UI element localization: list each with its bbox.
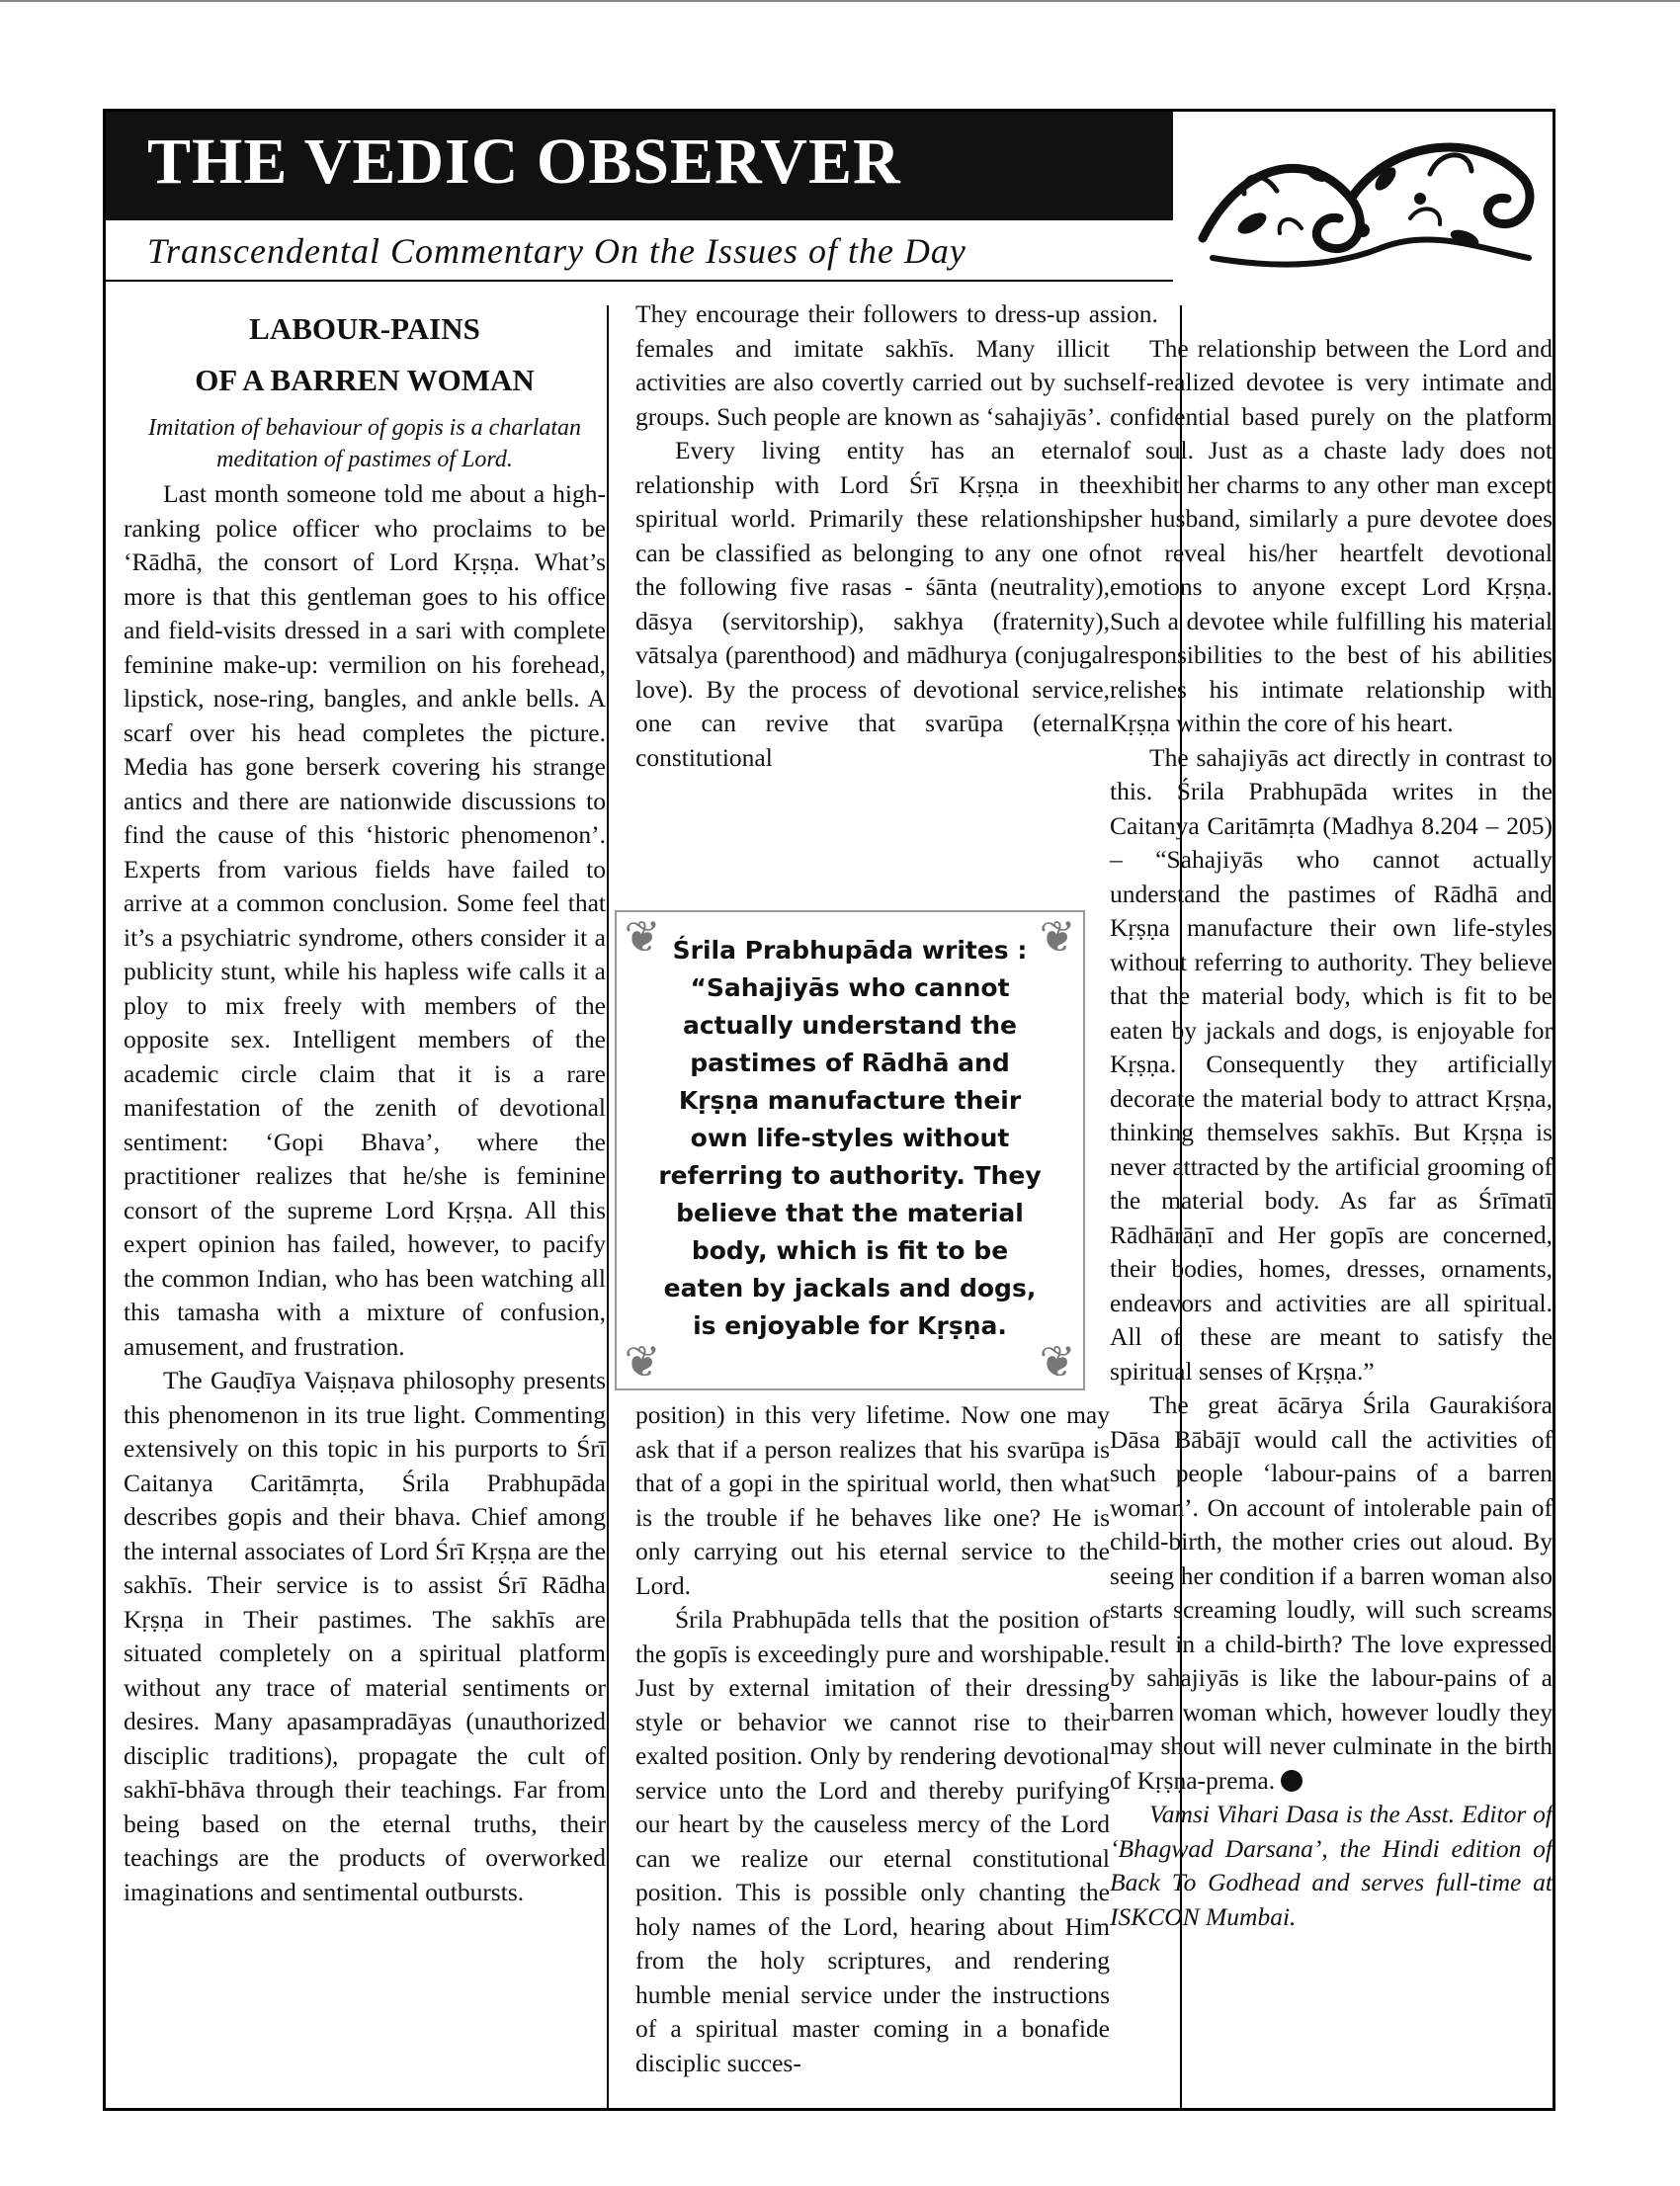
floral-ornament-icon <box>1183 120 1549 276</box>
masthead-bar <box>106 112 1173 220</box>
masthead-subtitle-text: Transcendental Commentary On the Issues of the Day <box>147 231 966 271</box>
column-2-bottom <box>635 1398 1110 2080</box>
paragraph: The sahajiyās act directly in contrast to this. Śrila Prabhupāda writes in the Caitanya Caritāmṛta (Madhya 8.204 – 205) – “Sahajiyās who cannot actually understand the pastimes of Rādhā and Kṛṣṇa manufacture their own life-styles without referring to authority. They believe that the material body, which is fit to be eaten by jackals and dogs, is enjoyable for Kṛṣṇa. Consequently they artificially decorate the material body to attract Kṛṣṇa, thinking themselves sakhīs. But Kṛṣṇa is never attracted by the artificial grooming of the material body. As far as Śrīmatī Rādhārāṇī and Her gopīs are concerned, their bodies, homes, dresses, ornaments, endeavors and activities are all spiritual. All of these are meant to satisfy the spiritual senses of Kṛṣṇa.” <box>1110 742 1553 1386</box>
paragraph-final-text: The great ācārya Śrila Gaurakiśora Dāsa Bābājī would call the activities of such people ‘labour-pains of a barren woman’. On account of intolerable pain of child-birth, the mother cries out aloud. By seeing her condition if a barren woman also starts screaming loudly, will such screams result in a child-birth? The love expressed by sahajiyās is like the labour-pains of a barren woman which, however loudly they may shout will never culminate in the birth of Kṛṣṇa-prema. <box>1110 1390 1553 1795</box>
pull-quote <box>615 910 1085 1390</box>
paragraph: Last month someone told me about a high-ranking police officer who proclaims to be ‘Rādhā, the consort of Lord Kṛṣṇa. What’s more is that this gentleman goes to his office and field-visits dressed in a sari with complete feminine make-up: vermilion on his forehead, lipstick, nose-ring, bangles, and ankle bells. A scarf over his head completes the picture. Media has gone berserk covering his strange antics and there are nationwide discussions to find the cause of this ‘historic phenomenon’. Experts from various fields have failed to arrive at a common conclusion. Some feel that it’s a psychiatric syndrome, others consider it a publicity stunt, while his hapless wife calls it a ploy to mix freely with members of the opposite sex. Intelligent members of the academic circle claim that it is a rare manifestation of the zenith of devotional sentiment: ‘Gopi Bhava’, where the practitioner realizes that he/she is feminine consort of the supreme Lord Kṛṣṇa. All this expert opinion has failed, however, to pacify the common Indian, who has been watching all this tamasha with a mixture of confusion, amusement, and frustration. <box>124 479 606 1361</box>
column-2-top <box>635 297 1110 775</box>
column-3 <box>1110 297 1553 1934</box>
article-title-line-2: OF A BARREN WOMAN <box>195 363 535 397</box>
author-bio: Vamsi Vihari Dasa is the Asst. Editor of ‘Bhagwad Darsana’, the Hindi edition of Back To Godhead and serves full-time at ISKCON Mumbai. <box>1110 1800 1553 1931</box>
article-deck: Imitation of behaviour of gopis is a charlatan meditation of pastimes of Lord. <box>148 415 581 472</box>
article-title-line-1: LABOUR-PAINS <box>249 311 480 346</box>
column-2 <box>607 299 1182 2110</box>
masthead-title: THE VEDIC OBSERVER <box>147 126 901 198</box>
ornament-corner-icon: ❦ <box>1039 913 1076 962</box>
article-title <box>124 297 606 406</box>
column-1 <box>124 297 606 1909</box>
article-frame <box>103 109 1555 2111</box>
paragraph-final <box>1110 1388 1553 1798</box>
magazine-page <box>0 2 1680 2186</box>
pull-quote-text: Śrila Prabhupāda writes : “Sahajiyās who cannot actually understand the pastimes of Rādhā and Kṛṣṇa manufacture their own life-styles without referring to authority. They believe that the material body, which is fit to be eaten by jackals and dogs, is enjoyable for Kṛṣṇa. <box>658 936 1042 1340</box>
paragraph: The Gauḍīya Vaiṣṇava philosophy presents this phenomenon in its true light. Commenting extensively on this topic in his purports to Śrī Caitanya Caritāmṛta, Śrila Prabhupāda describes gopis and their bhava. Chief among the internal associates of Lord Śrī Kṛṣṇa are the sakhīs. Their service is to assist Śrī Rādha Kṛṣṇa in Their pastimes. The sakhīs are situated completely on a spiritual platform without any trace of material sentiments or desires. Many apasampradāyas (unauthorized disciplic traditions), propagate the cult of sakhī-bhāva through their teachings. Far from being based on the eternal truths, their teachings are the products of overworked imaginations and sentimental outbursts. <box>124 1366 606 1906</box>
end-mark-icon <box>1281 1770 1302 1792</box>
paragraph: Every living entity has an eternal relationship with Lord Śrī Kṛṣṇa in the spiritual world. Primarily these relationships can be classified as belonging to any one of the following five rasas - śānta (neutrality), dāsya (servitorship), sakhya (fraternity), vātsalya (parenthood) and mādhurya (conjugal love). By the process of devotional service, one can revive that svarūpa (eternal constitutional <box>635 436 1110 772</box>
ornament-corner-icon: ❦ <box>1039 1338 1076 1387</box>
ornament-corner-icon: ❦ <box>624 913 661 962</box>
paragraph: The relationship between the Lord and self-realized devotee is very intimate and confidential based purely on the platform of soul. Just as a chaste lady does not exhibit her charms to any other man except her husband, similarly a pure devotee does not reveal his/her heartfelt devotional emotions to anyone except Lord Kṛṣṇa. Such a devotee while fulfilling his material responsibilities to the best of his abilities relishes his intimate relationship with Kṛṣṇa within the core of his heart. <box>1110 333 1553 737</box>
masthead-subtitle <box>106 220 1173 282</box>
paragraph: They encourage their followers to dress-up as females and imitate sakhīs. Many illicit activities are also covertly carried out by such groups. Such people are known as ‘sahajiyās’. <box>635 299 1110 431</box>
paragraph: position) in this very lifetime. Now one may ask that if a person realizes that his svarūpa is that of a gopi in the spiritual world, then what is the trouble if he behaves like one? He is only carrying out his eternal service to the Lord. <box>635 1400 1110 1600</box>
ornament-corner-icon: ❦ <box>624 1338 661 1387</box>
paragraph: sion. <box>1110 299 1158 328</box>
paragraph: Śrila Prabhupāda tells that the position of the gopīs is exceedingly pure and worshipable. Just by external imitation of their dressing style or behavior we cannot rise to their exalted position. Only by rendering devotional service unto the Lord and thereby purifying our heart by the causeless mercy of the Lord can we realize our eternal constitutional position. This is possible only chanting the holy names of the Lord, hearing about Him from the holy scriptures, and rendering humble menial service under the instructions of a spiritual master coming in a bonafide disciplic succes- <box>635 1605 1110 2077</box>
